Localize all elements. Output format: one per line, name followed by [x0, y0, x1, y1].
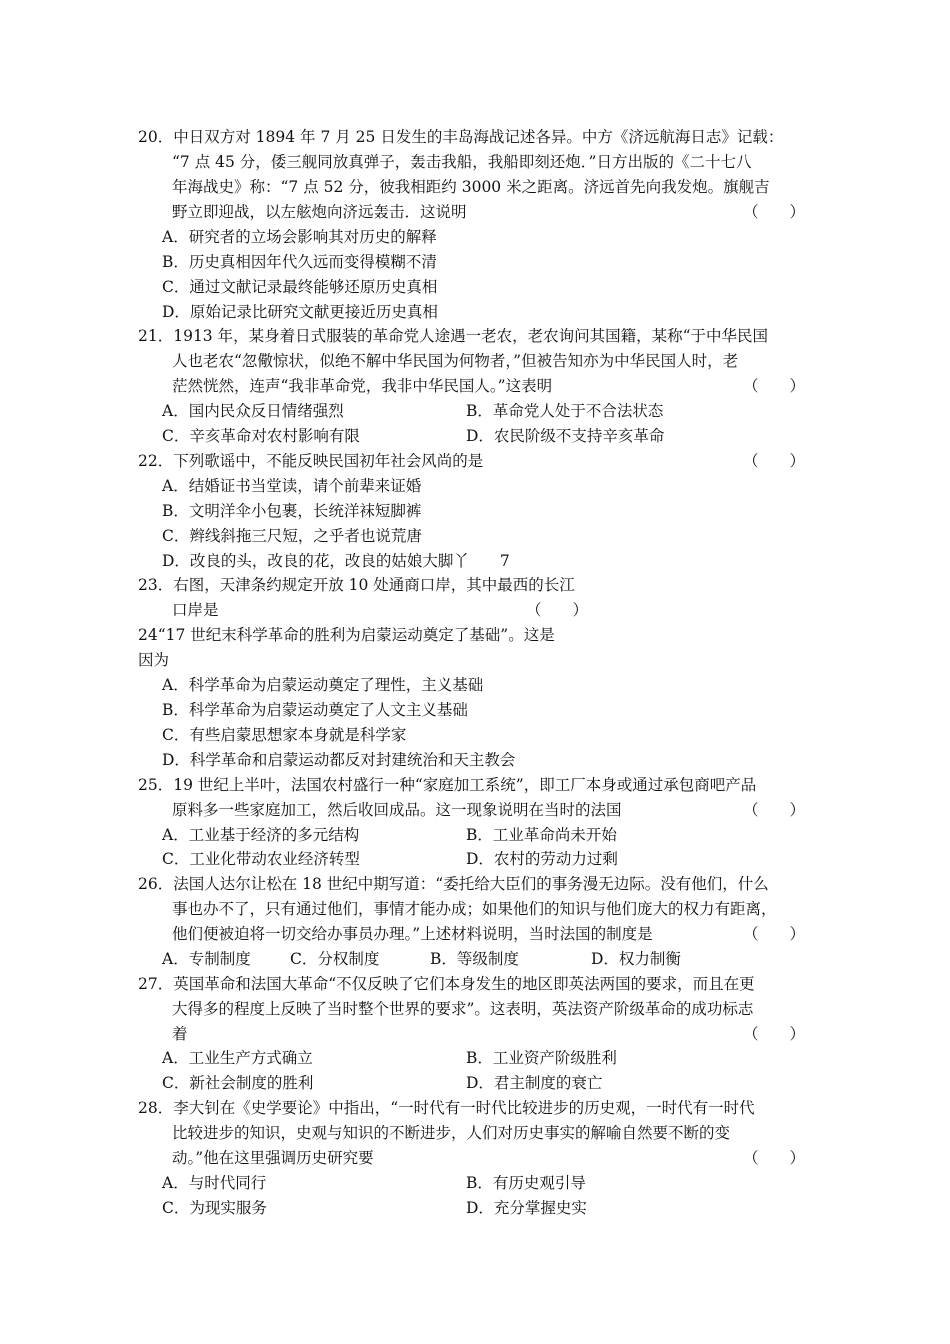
q24-line-2: 因为 [138, 651, 170, 669]
q20-line-4: 野立即迎战，以左舷炮向济远轰击．这说明 [172, 203, 467, 221]
q25-line-2: 原料多一些家庭加工，然后收回成品。这一现象说明在当时的法国 [172, 801, 622, 819]
q21-line-1: 21．1913 年，某身着日式服装的革命党人途遇一老农，老农询问其国籍，某称“于中华民国 [138, 327, 769, 345]
q22-answer-bracket: （ ） [743, 452, 806, 470]
q28-option-c: C．为现实服务 [162, 1199, 267, 1217]
q26-answer-bracket: （ ） [743, 925, 806, 943]
q21-option-c: C．辛亥革命对农村影响有限 [162, 427, 360, 445]
q20-line-3: 年海战史》称：“7 点 52 分，彼我相距约 3000 米之距离。济远首先向我发炮。旗舰吉 [172, 178, 770, 196]
q24-option-b: B．科学革命为启蒙运动奠定了人文主义基础 [162, 701, 468, 719]
q21-option-b: B．革命党人处于不合法状态 [466, 402, 664, 420]
q21-answer-bracket: （ ） [743, 377, 806, 395]
q26-option-d: D．权力制衡 [591, 950, 681, 968]
q24-line-1: 24“17 世纪末科学革命的胜利为启蒙运动奠定了基础”。这是 [138, 626, 555, 644]
q21-line-3: 茫然恍然，连声“我非革命党，我非中华民国人。”这表明 [172, 377, 553, 395]
q25-option-a: A．工业基于经济的多元结构 [162, 826, 360, 844]
q20-line-2: “7 点 45 分，倭三舰同放真弹子，轰击我船，我船即刻还炮．”日方出版的《二十七八 [172, 153, 752, 171]
q25-option-d: D．农村的劳动力过剩 [466, 850, 618, 868]
q20-option-c: C．通过文献记录最终能够还原历史真相 [162, 278, 438, 296]
q25-line-1: 25．19 世纪上半叶，法国农村盛行一种“家庭加工系统”，即工厂本身或通过承包商吧产品 [138, 776, 757, 794]
q22-option-a: A．结婚证书当堂读，请个前辈来证婚 [162, 477, 422, 495]
q26-line-2: 事也办不了，只有通过他们，事情才能办成；如果他们的知识与他们庞大的权力有距离， [172, 900, 777, 918]
q27-option-a: A．工业生产方式确立 [162, 1049, 313, 1067]
q27-line-1: 27．英国革命和法国大革命“不仅反映了它们本身发生的地区即英法两国的要求，而且在更 [138, 975, 755, 993]
q20-line-1: 20．中日双方对 1894 年 7 月 25 日发生的丰岛海战记述各异。中方《济远航海日志》记载： [138, 128, 784, 146]
q22-option-d: D．改良的头，改良的花，改良的姑娘大脚丫 7 [162, 552, 510, 570]
q23-line-2: 口岸是 [172, 601, 219, 619]
q28-option-a: A．与时代同行 [162, 1174, 267, 1192]
q24-option-d: D．科学革命和启蒙运动都反对封建统治和天主教会 [162, 751, 516, 769]
q22-line-1: 22．下列歌谣中，不能反映民国初年社会风尚的是 [138, 452, 484, 470]
q28-line-2: 比较进步的知识，史观与知识的不断进步，人们对历史事实的解喻自然要不断的变 [172, 1124, 731, 1142]
q26-option-c: C．分权制度 [290, 950, 380, 968]
q24-option-c: C．有些启蒙思想家本身就是科学家 [162, 726, 407, 744]
q25-answer-bracket: （ ） [743, 801, 806, 819]
q28-answer-bracket: （ ） [743, 1149, 806, 1167]
q26-option-b: B．等级制度 [430, 950, 519, 968]
q28-line-1: 28．李大钊在《史学要论》中指出，“一时代有一时代比较进步的历史观，一时代有一时代 [138, 1099, 755, 1117]
q27-line-3: 着 [172, 1025, 188, 1043]
q25-option-c: C．工业化带动农业经济转型 [162, 850, 360, 868]
q27-option-c: C．新社会制度的胜利 [162, 1074, 314, 1092]
q27-option-d: D．君主制度的衰亡 [466, 1074, 603, 1092]
q28-option-d: D．充分掌握史实 [466, 1199, 587, 1217]
q23-answer-bracket: （ ） [526, 601, 589, 619]
q22-option-c: C．辫线斜拖三尺短，之乎者也说荒唐 [162, 527, 422, 545]
q28-line-3: 动。”他在这里强调历史研究要 [172, 1149, 374, 1167]
q20-option-d: D．原始记录比研究文献更接近历史真相 [162, 303, 438, 321]
q22-option-b: B．文明洋伞小包裹，长统洋袜短脚裤 [162, 502, 422, 520]
q27-answer-bracket: （ ） [743, 1025, 806, 1043]
q25-option-b: B．工业革命尚未开始 [466, 826, 617, 844]
q21-option-a: A．国内民众反日情绪强烈 [162, 402, 344, 420]
q28-option-b: B．有历史观引导 [466, 1174, 586, 1192]
q21-option-d: D．农民阶级不支持辛亥革命 [466, 427, 665, 445]
q26-line-1: 26．法国人达尔让松在 18 世纪中期写道：“委托给大臣们的事务漫无边际。没有他们，什么 [138, 875, 769, 893]
q21-line-2: 人也老农“忽儆惊状，似绝不解中华民国为何物者，”但被告知亦为中华民国人时，老 [172, 352, 739, 370]
q27-option-b: B．工业资产阶级胜利 [466, 1049, 617, 1067]
q23-line-1: 23．右图，天津条约规定开放 10 处通商口岸，其中最西的长江 [138, 576, 575, 594]
q24-option-a: A．科学革命为启蒙运动奠定了理性，主义基础 [162, 676, 484, 694]
q20-option-a: A．研究者的立场会影响其对历史的解释 [162, 228, 437, 246]
q27-line-2: 大得多的程度上反映了当时整个世界的要求”。这表明，英法资产阶级革命的成功标志 [172, 1000, 754, 1018]
q26-line-3: 他们便被迫将一切交给办事员办理。”上述材料说明，当时法国的制度是 [172, 925, 653, 943]
q20-option-b: B．历史真相因年代久远而变得模糊不清 [162, 253, 437, 271]
q26-option-a: A．专制制度 [162, 950, 251, 968]
q20-answer-bracket: （ ） [743, 203, 806, 221]
